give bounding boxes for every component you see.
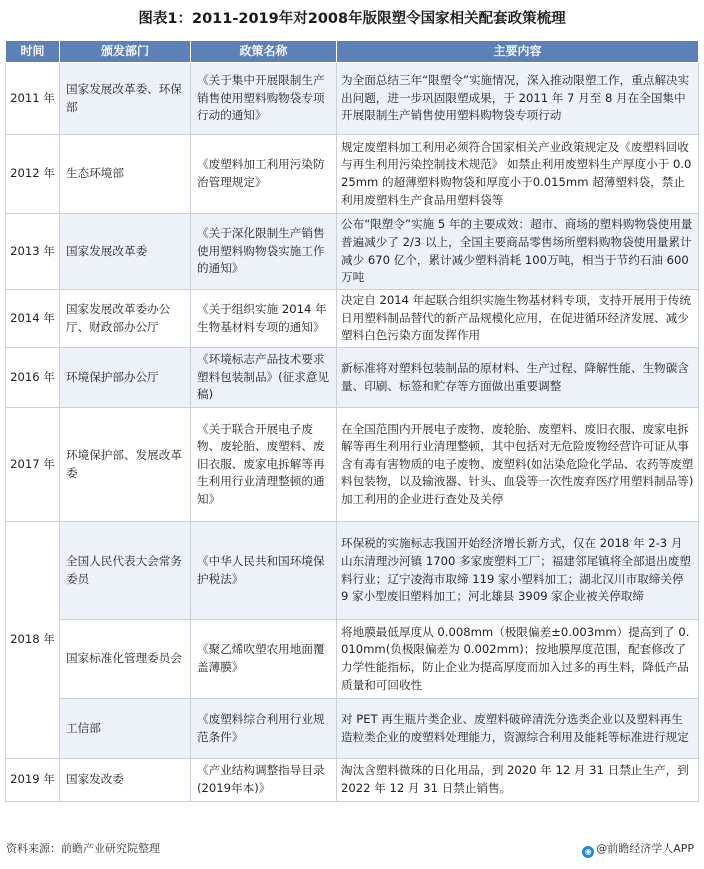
- table-row: [6, 522, 699, 620]
- table-row: [6, 759, 699, 802]
- row-policy-name: 《中华人民共和国环境保护税法》: [191, 522, 337, 620]
- source-note: 资料来源：前瞻产业研究院整理: [6, 842, 160, 855]
- row-content: 规定废塑料加工利用必须符合国家相关产业政策规定及《废塑料回收与再生利用污染控制技术规范》 如禁止利用废塑料生产厚度小于 0.025mm 的超薄塑料购物袋和厚度小于0.015mm 超薄塑料袋，禁止利用废塑料生产食品用塑料袋等: [337, 135, 699, 214]
- row-policy-name: 《废塑料综合利用行业规范条件》: [191, 699, 337, 759]
- row-content: 环保税的实施标志我国开始经济增长新方式，仅在 2018 年 2-3 月山东清理沙河镇 1700 多家废塑料工厂；福建邻尾镇将全部退出废塑料行业；辽宁凌海市取缔 119 家小塑料加工；湖北汉川市取缔关停 9 家小型废旧塑料加工；河北雄县 3909 家企业被关停取缔: [337, 522, 699, 620]
- row-dept: 工信部: [60, 699, 191, 759]
- row-dept: 国家发改委: [60, 759, 191, 802]
- table-row: [6, 214, 699, 290]
- row-content: 淘汰含塑料微珠的日化用品，到 2020 年 12 月 31 日禁止生产，到 2022 年 12 月 31 日禁止销售。: [337, 759, 699, 802]
- row-year: 2011 年: [6, 63, 60, 135]
- policy-table: [5, 40, 699, 802]
- row-dept: 生态环境部: [60, 135, 191, 214]
- row-year: 2013 年: [6, 214, 60, 290]
- row-policy-name: 《关于集中开展限制生产销售使用塑料购物袋专项行动的通知》: [191, 63, 337, 135]
- policy-table-container: [5, 40, 698, 802]
- table-header-row: [6, 41, 699, 63]
- row-policy-name: 《产业结构调整指导目录(2019年本)》: [191, 759, 337, 802]
- table-row: [6, 290, 699, 348]
- row-policy-name: 《废塑料加工利用污染防治管理规定》: [191, 135, 337, 214]
- row-content: 将地膜最低厚度从 0.008mm（极限偏差±0.003mm）提高到了 0.010mm(负极限偏差为 0.002mm)；按地膜厚度范围，配套修改了力学性能指标，防止企业为提高厚度而加入过多的再生料，降低产品质量和可回收性: [337, 620, 699, 699]
- page-title: 图表1：2011-2019年对2008年版限塑令国家相关配套政策梳理: [138, 11, 566, 27]
- row-policy-name: 《关于组织实施 2014 年生物基材料专项的通知》: [191, 290, 337, 348]
- row-content: 为全面总结三年“限塑令”实施情况，深入推动限塑工作，重点解决实出问题，进一步巩固限塑成果，于 2011 年 7 月至 8 月在全国集中开展限制生产销售使用塑料购物袋专项行动: [337, 63, 699, 135]
- brand-label: @前瞻经济学人APP: [596, 842, 694, 855]
- row-content: 对 PET 再生瓶片类企业、废塑料破碎清洗分选类企业以及塑料再生造粒类企业的废塑料处理能力，资源综合利用及能耗等标准进行规定: [337, 699, 699, 759]
- header-dept: 颁发部门: [60, 41, 191, 63]
- row-dept: 环境保护部办公厅: [60, 348, 191, 408]
- row-year: 2016 年: [6, 348, 60, 408]
- row-policy-name: 《关于联合开展电子废物、废轮胎、废塑料、废旧衣服、废家电拆解等再生利用行业清理整顿的通知》: [191, 408, 337, 522]
- table-row: [6, 699, 699, 759]
- row-year: 2012 年: [6, 135, 60, 214]
- row-dept: 环境保护部、发展改革委: [60, 408, 191, 522]
- row-content: 新标准将对塑料包装制品的原材料、生产过程、降解性能、生物碳含量、印刷、标签和贮存等方面做出重要调整: [337, 348, 699, 408]
- table-row: [6, 408, 699, 522]
- row-year: 2018 年: [6, 522, 60, 759]
- row-dept: 全国人民代表大会常务委员: [60, 522, 191, 620]
- row-dept: 国家发展改革委办公厅、财政部办公厅: [60, 290, 191, 348]
- row-year: 2019 年: [6, 759, 60, 802]
- table-row: [6, 63, 699, 135]
- row-content: 在全国范围内开展电子废物、废轮胎、废塑料、废旧衣服、废家电拆解等再生利用行业清理整顿，其中包括对无危险废物经营许可证从事含有毒有害物质的电子废物、废塑料(如沾染危险化学品、农药等废塑料包装物，以及输液器、针头、血袋等一次性废弃医疗用塑料制品等)加工利用的企业进行查处及关停: [337, 408, 699, 522]
- table-row: [6, 620, 699, 699]
- header-time: 时间: [6, 41, 60, 63]
- header-policy-name: 政策名称: [191, 41, 337, 63]
- row-year: 2017 年: [6, 408, 60, 522]
- table-row: [6, 135, 699, 214]
- brand-logo-icon: ◉: [582, 846, 594, 858]
- row-content: 决定自 2014 年起联合组织实施生物基材料专项，支持开展用于传统日用塑料制品替代的新产品规模化应用，在促进循环经济发展、减少塑料白色污染方面发挥作用: [337, 290, 699, 348]
- table-row: [6, 348, 699, 408]
- row-content: 公布“限塑令”实施 5 年的主要成效：超市、商场的塑料购物袋使用量普遍减少了 2/3 以上，全国主要商品零售场所塑料购物袋使用量累计减少 670 亿个，累计减少塑料消耗 100万吨，相当于节约石油 600 万吨: [337, 214, 699, 290]
- row-dept: 国家发展改革委: [60, 214, 191, 290]
- footer: [0, 838, 704, 858]
- row-policy-name: 《关于深化限制生产销售使用塑料购物袋实施工作的通知》: [191, 214, 337, 290]
- row-year: 2014 年: [6, 290, 60, 348]
- brand-credit: [582, 840, 694, 858]
- row-dept: 国家发展改革委、环保部: [60, 63, 191, 135]
- header-main-content: 主要内容: [337, 41, 699, 63]
- row-dept: 国家标准化管理委员会: [60, 620, 191, 699]
- row-policy-name: 《聚乙烯吹塑农用地面覆盖薄膜》: [191, 620, 337, 699]
- row-policy-name: 《环境标志产品技术要求塑料包装制品》(征求意见稿): [191, 348, 337, 408]
